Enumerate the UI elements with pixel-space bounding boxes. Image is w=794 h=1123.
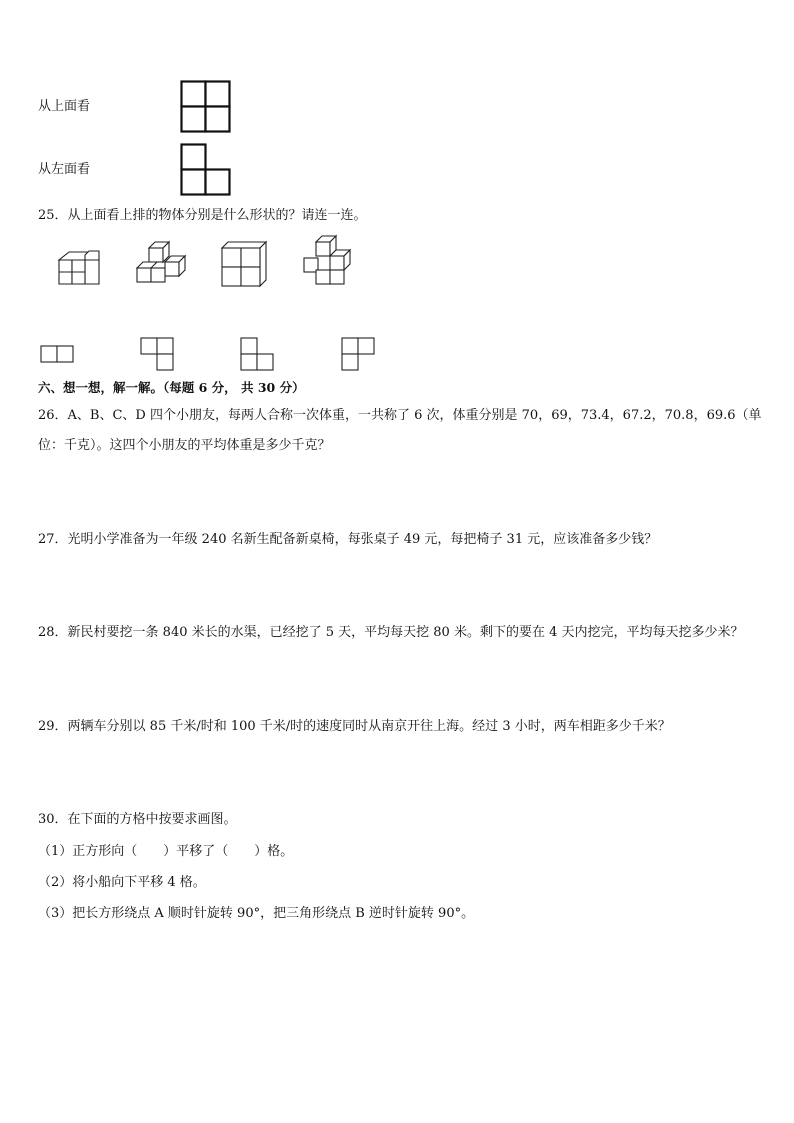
question-25: 25．从上面看上排的物体分别是什么形状的？请连一连。 bbox=[38, 208, 367, 223]
view-figure-4 bbox=[341, 337, 377, 373]
question-27: 27．光明小学准备为一年级 240 名新生配备新桌椅，每张桌子 49 元，每把椅子 31 元，应该准备多少钱？ bbox=[38, 532, 658, 547]
question-30-part-3: （3）把长方形绕点 A 顺时针旋转 90°，把三角形绕点 B 逆时针旋转 90°。 bbox=[38, 906, 475, 921]
question-26-line-1: 26．A、B、C、D 四个小朋友，每两人合称一次体重，一共称了 6 次，体重分别是 70，69，73.4，67.2，70.8，69.6（单 bbox=[38, 408, 762, 423]
block-figure-1 bbox=[55, 250, 105, 288]
view-top-label: 从上面看 bbox=[38, 99, 91, 114]
block-figure-3 bbox=[220, 240, 272, 288]
block-figure-4 bbox=[300, 234, 356, 288]
block-figure-2 bbox=[135, 238, 189, 290]
question-30-part-2: （2）将小船向下平移 4 格。 bbox=[38, 875, 206, 890]
view-figure-3 bbox=[240, 337, 276, 373]
view-left-label: 从左面看 bbox=[38, 162, 91, 177]
question-30: 30．在下面的方格中按要求画图。 bbox=[38, 812, 237, 827]
question-28: 28．新民村要挖一条 840 米长的水渠，已经挖了 5 天，平均每天挖 80 米。剩下的要在 4 天内挖完，平均每天挖多少米？ bbox=[38, 625, 744, 640]
left-view-figure bbox=[180, 143, 232, 197]
view-figure-2 bbox=[140, 337, 176, 373]
view-figure-1 bbox=[40, 345, 76, 365]
question-26-line-2: 位：千克）。这四个小朋友的平均体重是多少千克？ bbox=[38, 438, 331, 453]
top-view-figure bbox=[180, 80, 232, 134]
section-6-title: 六、想一想，解一解。（每题 6 分， 共 30 分） bbox=[38, 380, 305, 395]
question-30-part-1: （1）正方形向（ ）平移了（ ）格。 bbox=[38, 844, 294, 859]
question-29: 29．两辆车分别以 85 千米/时和 100 千米/时的速度同时从南京开往上海。经过 3 小时，两车相距多少千米？ bbox=[38, 719, 671, 734]
